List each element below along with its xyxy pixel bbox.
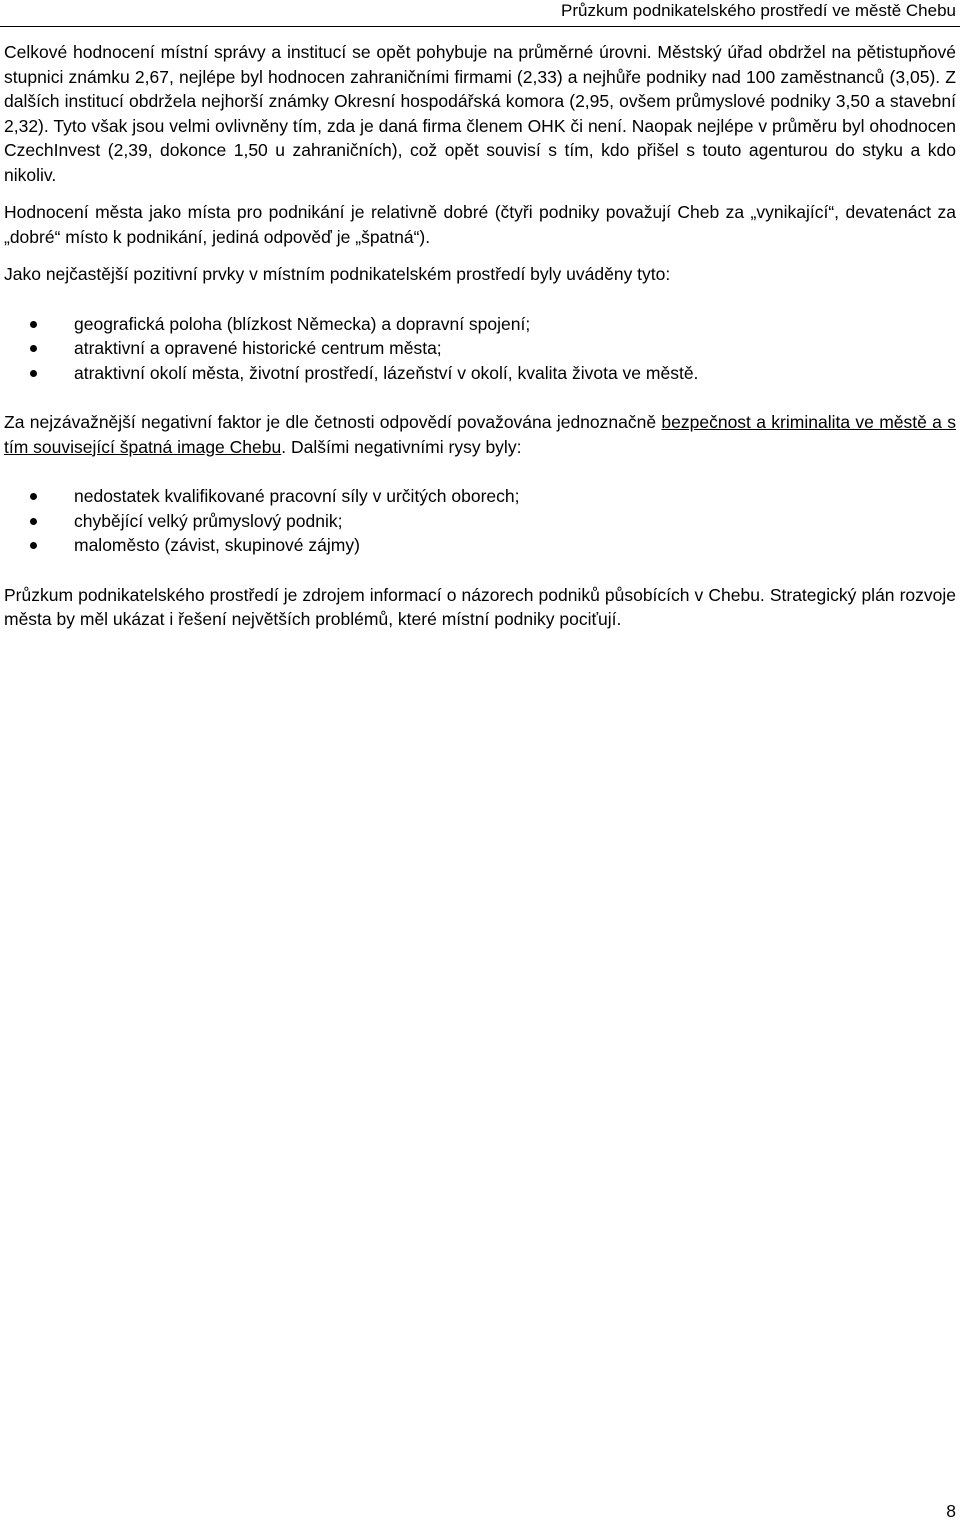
- paragraph-positive-intro: Jako nejčastější pozitivní prvky v místním podnikatelském prostředí byly uváděny tyto:: [4, 264, 671, 284]
- bullet-icon: [30, 321, 37, 328]
- list-item-text: atraktivní a opravené historické centrum města;: [74, 338, 442, 358]
- paragraph-negative-intro: [4, 410, 956, 459]
- list-item-text: chybějící velký průmyslový podnik;: [74, 510, 343, 531]
- list-item: [4, 336, 956, 361]
- paragraph-text: Naopak nejlépe v průměru byl ohodnocen CzechInvest (2,39, dokonce 1,50 u zahraničních), což opět souvisí s tím, kdo přišel s touto agenturou do styku a kdo nikoliv.: [4, 115, 957, 185]
- paragraph-text: Z dalších institucí obdržela nejhorší známky Okresní hospodářská komora (2,95, ovšem průmyslové podniky 3,50 a stavební 2,32).: [4, 66, 956, 136]
- paragraph-text: Celkové hodnocení místní správy a institucí se opět pohybuje na průměrné úrovni. Městský úřad obdržel na pětistupňové stupnici známku 2,67, nejlépe byl hodnocen zahraničními firmami (2,33) a nejhůře podniky nad 100 zaměstnanců (3,05).: [4, 42, 956, 87]
- underlined-emphasis: bezpečnost a kriminalita ve městě a s tím související špatná image Chebu: [4, 412, 956, 457]
- running-header-title: Průzkum podnikatelského prostředí ve městě Chebu: [561, 1, 956, 20]
- list-item: [4, 312, 956, 337]
- positive-factors-list: [4, 312, 956, 386]
- negative-factors-list: [4, 484, 956, 558]
- paragraph-text: . Dalšími negativními rysy byly:: [281, 436, 522, 457]
- list-item: [4, 533, 956, 558]
- bullet-icon: [30, 542, 37, 549]
- list-item-text: maloměsto (závist, skupinové zájmy): [74, 535, 360, 555]
- bullet-icon: [30, 493, 37, 500]
- list-item-text: geografická poloha (blízkost Německa) a dopravní spojení;: [74, 313, 531, 334]
- list-item: [4, 361, 956, 386]
- paragraph-conclusion: Průzkum podnikatelského prostředí je zdrojem informací o názorech podniků působících v Chebu. Strategický plán rozvoje města by měl ukázat i řešení největších problémů, které místní podniky pociťují.: [4, 584, 956, 629]
- bullet-icon: [30, 345, 37, 352]
- header-divider: [0, 26, 960, 27]
- bullet-icon: [30, 518, 37, 525]
- paragraph-text: Za nejzávažnější negativní faktor je dle četnosti odpovědí považována jednoznačně: [4, 412, 657, 432]
- list-item: [4, 509, 956, 534]
- document-body: [4, 40, 956, 632]
- paragraph-text: Tyto však jsou velmi ovlivněny tím, zda je daná firma členem OHK či není.: [53, 115, 627, 136]
- page-number: 8: [946, 1501, 956, 1521]
- list-item-text: nedostatek kvalifikované pracovní síly v určitých oborech;: [74, 486, 520, 506]
- paragraph-city-rating: Hodnocení města jako místa pro podnikání je relativně dobré (čtyři podniky považují Cheb za „vynikající“, devatenáct za „dobré“ místo k podnikání, jediná odpověď je „špatná“).: [4, 202, 956, 247]
- bullet-icon: [30, 370, 37, 377]
- list-item-text: atraktivní okolí města, životní prostředí, lázeňství v okolí, kvalita života ve městě.: [74, 362, 699, 383]
- list-item: [4, 484, 956, 509]
- paragraph-institutions-rating: [4, 40, 956, 187]
